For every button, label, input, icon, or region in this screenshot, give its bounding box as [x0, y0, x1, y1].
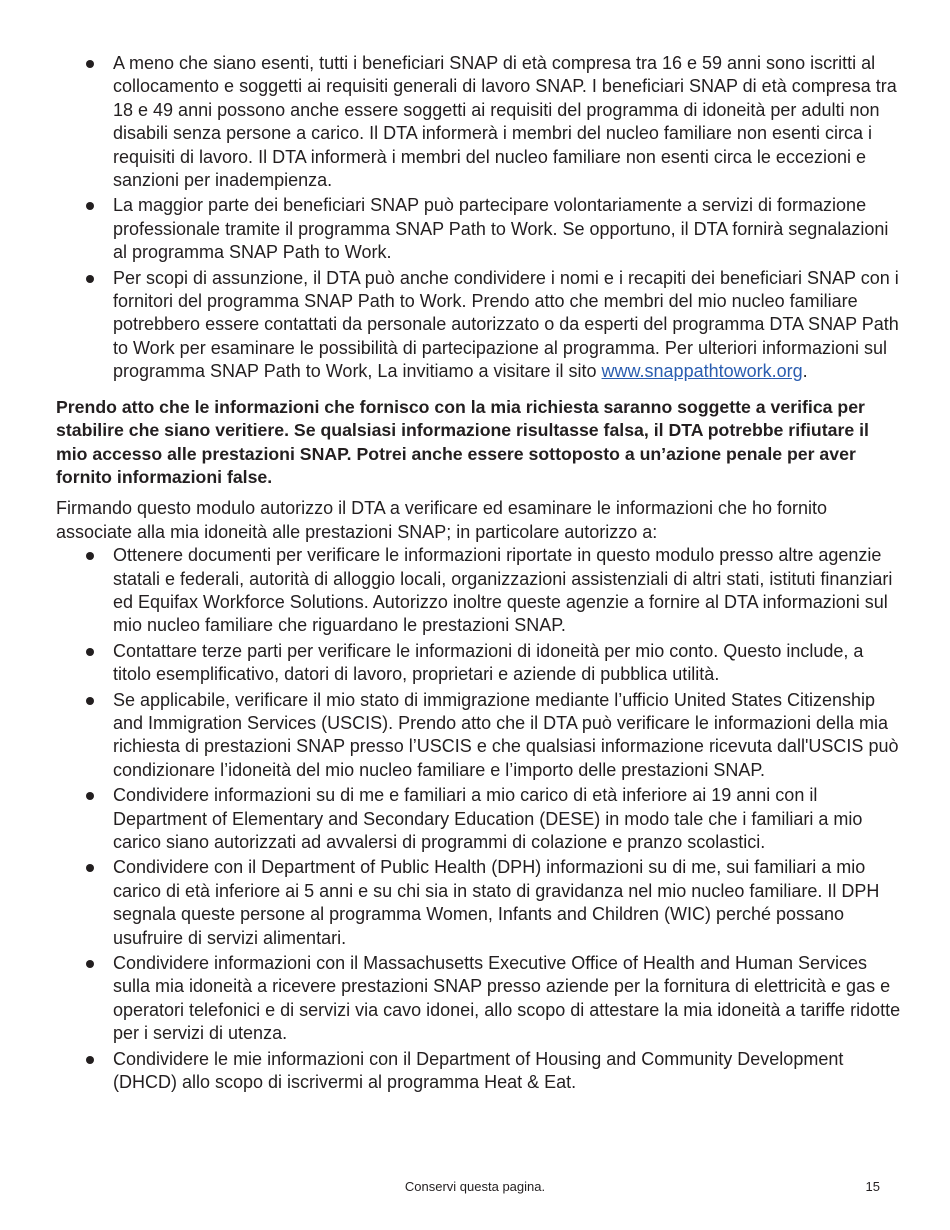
- page-content: [56, 52, 904, 1096]
- bullet-icon: [86, 792, 94, 800]
- list-item-text-end: .: [802, 361, 808, 382]
- bullet-icon: [86, 1056, 94, 1064]
- bullet-icon: [86, 697, 94, 705]
- bullet-icon: [86, 60, 94, 68]
- list-item: [113, 689, 904, 783]
- page-number: 15: [865, 1179, 880, 1194]
- verification-statement: Prendo atto che le informazioni che fornisco con la mia richiesta saranno soggette a verifica per stabilire che siano veritiere. Se qualsiasi informazione risultasse falsa, il DTA potrebbe rifiutare il mio accesso alle prestazioni SNAP. Potrei anche essere sottoposto a un’azione penale per aver fornito informazioni false.: [56, 396, 869, 487]
- list-item-text: Condividere informazioni con il Massachusetts Executive Office of Health and Human Services sulla mia idoneità a ricevere prestazioni SNAP presso aziende per la fornitura di elettricità e gas e operatori telefonici e di servizi via cavo idonei, allo scopo di attestare la mia idoneità a tariffe ridotte per i servizi di utenza.: [113, 953, 901, 1044]
- list-item-text: Condividere con il Department of Public Health (DPH) informazioni su di me, sui familiari a mio carico di età inferiore ai 5 anni e su chi sia in stato di gravidanza nel mio nucleo familiare. Il DPH segnala queste persone al programma Women, Infants and Children (WIC) perché possano usufruire di servizi alimentari.: [113, 857, 880, 948]
- list-item: [113, 1048, 904, 1095]
- authorization-intro: Firmando questo modulo autorizzo il DTA a verificare ed esaminare le informazioni che ho fornito associate alla mia idoneità alle prestazioni SNAP; in particolare autorizzo a:: [56, 498, 828, 542]
- bullet-icon: [86, 552, 94, 560]
- snap-path-to-work-link[interactable]: www.snappathtowork.org: [601, 361, 803, 382]
- list-item-text: Contattare terze parti per verificare le informazioni di idoneità per mio conto. Questo include, a titolo esemplificativo, datori di lavoro, proprietari e aziende di pubblica utilità.: [113, 640, 864, 685]
- list-item: [113, 52, 904, 192]
- list-item: [113, 952, 904, 1046]
- list-item: [113, 267, 904, 384]
- list-item: [113, 640, 904, 687]
- list-item-text: Se applicabile, verificare il mio stato di immigrazione mediante l’ufficio United States Citizenship and Immigration Services (USCIS). Prendo atto che il DTA può verificare le informazioni della mia richiesta di prestazioni SNAP presso l’USCIS e che qualsiasi informazione ricevuta dall'USCIS può condizionare l’idoneità del mio nucleo familiare e l’importo delle prestazioni SNAP.: [113, 689, 899, 780]
- work-requirements-list: [56, 52, 904, 384]
- bullet-icon: [86, 864, 94, 872]
- list-item-text: Condividere le mie informazioni con il Department of Housing and Community Development (DHCD) allo scopo di iscrivermi al programma Heat & Eat.: [113, 1048, 844, 1093]
- list-item-text: La maggior parte dei beneficiari SNAP può partecipare volontariamente a servizi di formazione professionale tramite il programma SNAP Path to Work. Se opportuno, il DTA fornirà segnalazioni al programma SNAP Path to Work.: [113, 195, 889, 263]
- bullet-icon: [86, 202, 94, 210]
- bullet-icon: [86, 960, 94, 968]
- bullet-icon: [86, 275, 94, 283]
- list-item-text: Condividere informazioni su di me e familiari a mio carico di età inferiore ai 19 anni con il Department of Elementary and Secondary Education (DESE) in modo tale che i familiari a mio carico siano autorizzati ad avvalersi di programmi di colazione e pranzo scolastici.: [113, 785, 863, 852]
- bullet-icon: [86, 648, 94, 656]
- list-item-text: Per scopi di assunzione, il DTA può anche condividere i nomi e i recapiti dei beneficiari SNAP con i fornitori del programma SNAP Path to Work. Prendo atto che membri del mio nucleo familiare potrebbero essere contattati da personale autorizzato o da esperti del programma DTA SNAP Path to Work per esaminare le possibilità di partecipazione al programma. Per ulteriori informazioni sul programma SNAP Path to Work, La invitiamo a visitare il sito: [113, 267, 899, 382]
- list-item: [113, 194, 904, 264]
- list-item: [113, 544, 904, 638]
- footer-note: Conservi questa pagina.: [404, 1179, 546, 1194]
- list-item: [113, 856, 904, 950]
- list-item-text: Ottenere documenti per verificare le informazioni riportate in questo modulo presso altre agenzie statali e federali, autorità di alloggio locali, organizzazioni assistenziali di altri stati, istituti finanziari ed Equifax Workforce Solutions. Autorizzo inoltre queste agenzie a fornire al DTA informazioni sul mio nucleo familiare che riguardano le prestazioni SNAP.: [113, 545, 893, 636]
- authorization-list: [56, 544, 904, 1094]
- list-item: [113, 784, 904, 854]
- list-item-text: A meno che siano esenti, tutti i beneficiari SNAP di età compresa tra 16 e 59 anni sono iscritti al collocamento e soggetti ai requisiti generali di lavoro SNAP. I beneficiari SNAP di età compresa tra 18 e 49 anni possono anche essere soggetti ai requisiti del programma di idoneità per adulti non disabili senza persone a carico. Il DTA informerà i membri del nucleo familiare non esenti circa i requisiti di lavoro. Il DTA informerà i membri del nucleo familiare non esenti circa le eccezioni e sanzioni per inadempienza.: [113, 53, 897, 191]
